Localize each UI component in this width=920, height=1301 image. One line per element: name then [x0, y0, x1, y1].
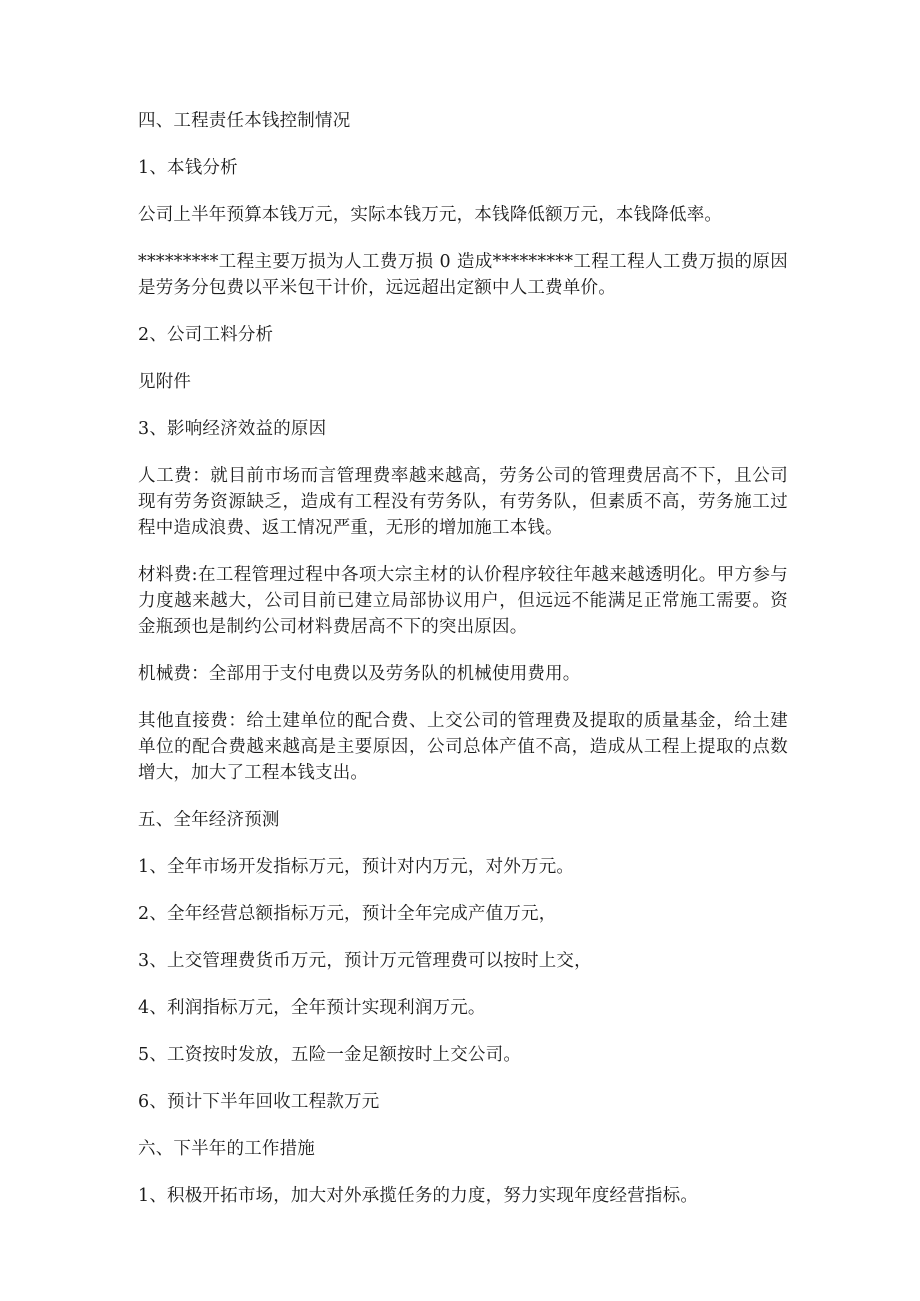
list-item-forecast-6: 6、预计下半年回收工程款万元 [138, 1092, 380, 1112]
paragraph-see-attachment: 见附件 [138, 372, 192, 392]
heading-section-six: 六、下半年的工作措施 [138, 1139, 315, 1159]
paragraph-labor-loss: *********工程主要万损为人工费万损 0 造成*********工程工程人工费万损的原因是劳务分包费以平米包干计价，远远超出定额中人工费单价。 [138, 252, 788, 298]
list-item-forecast-4: 4、利润指标万元，全年预计实现利润万元。 [138, 998, 486, 1018]
paragraph-labor-cost: 人工费：就目前市场而言管理费率越来越高，劳务公司的管理费居高不下，且公司现有劳务资源缺乏，造成有工程没有劳务队，有劳务队，但素质不高，劳务施工过程中造成浪费、返工情况严重，无形的增加施工本钱。 [138, 466, 788, 538]
list-item-forecast-1: 1、全年市场开发指标万元，预计对内万元，对外万元。 [138, 857, 575, 877]
paragraph-other-direct-cost: 其他直接费：给土建单位的配合费、上交公司的管理费及提取的质量基金，给土建单位的配合费越来越高是主要原因，公司总体产值不高，造成从工程上提取的点数增大，加大了工程本钱支出。 [138, 711, 788, 783]
paragraph-machinery-cost: 机械费：全部用于支付电费以及劳务队的机械使用费用。 [138, 664, 581, 684]
list-item-forecast-5: 5、工资按时发放，五险一金足额按时上交公司。 [138, 1045, 522, 1065]
subheading-material-analysis: 2、公司工料分析 [138, 325, 274, 345]
list-item-forecast-3: 3、上交管理费货币万元，预计万元管理费可以按时上交， [138, 951, 592, 971]
document-page [138, 108, 788, 1230]
heading-section-four: 四、工程责任本钱控制情况 [138, 111, 351, 131]
paragraph-budget-cost: 公司上半年预算本钱万元，实际本钱万元，本钱降低额万元，本钱降低率。 [138, 205, 723, 225]
subheading-efficiency-factors: 3、影响经济效益的原因 [138, 419, 327, 439]
list-item-forecast-2: 2、全年经营总额指标万元，预计全年完成产值万元， [138, 904, 557, 924]
subheading-cost-analysis: 1、本钱分析 [138, 158, 238, 178]
paragraph-material-cost: 材料费:在工程管理过程中各项大宗主材的认价程序较往年越来越透明化。甲方参与力度越来越大，公司目前已建立局部协议用户，但远远不能满足正常施工需要。资金瓶颈也是制约公司材料费居高不下的突出原因。 [138, 565, 788, 637]
list-item-measure-1: 1、积极开拓市场，加大对外承揽任务的力度，努力实现年度经营指标。 [138, 1186, 699, 1206]
heading-section-five: 五、全年经济预测 [138, 810, 280, 830]
